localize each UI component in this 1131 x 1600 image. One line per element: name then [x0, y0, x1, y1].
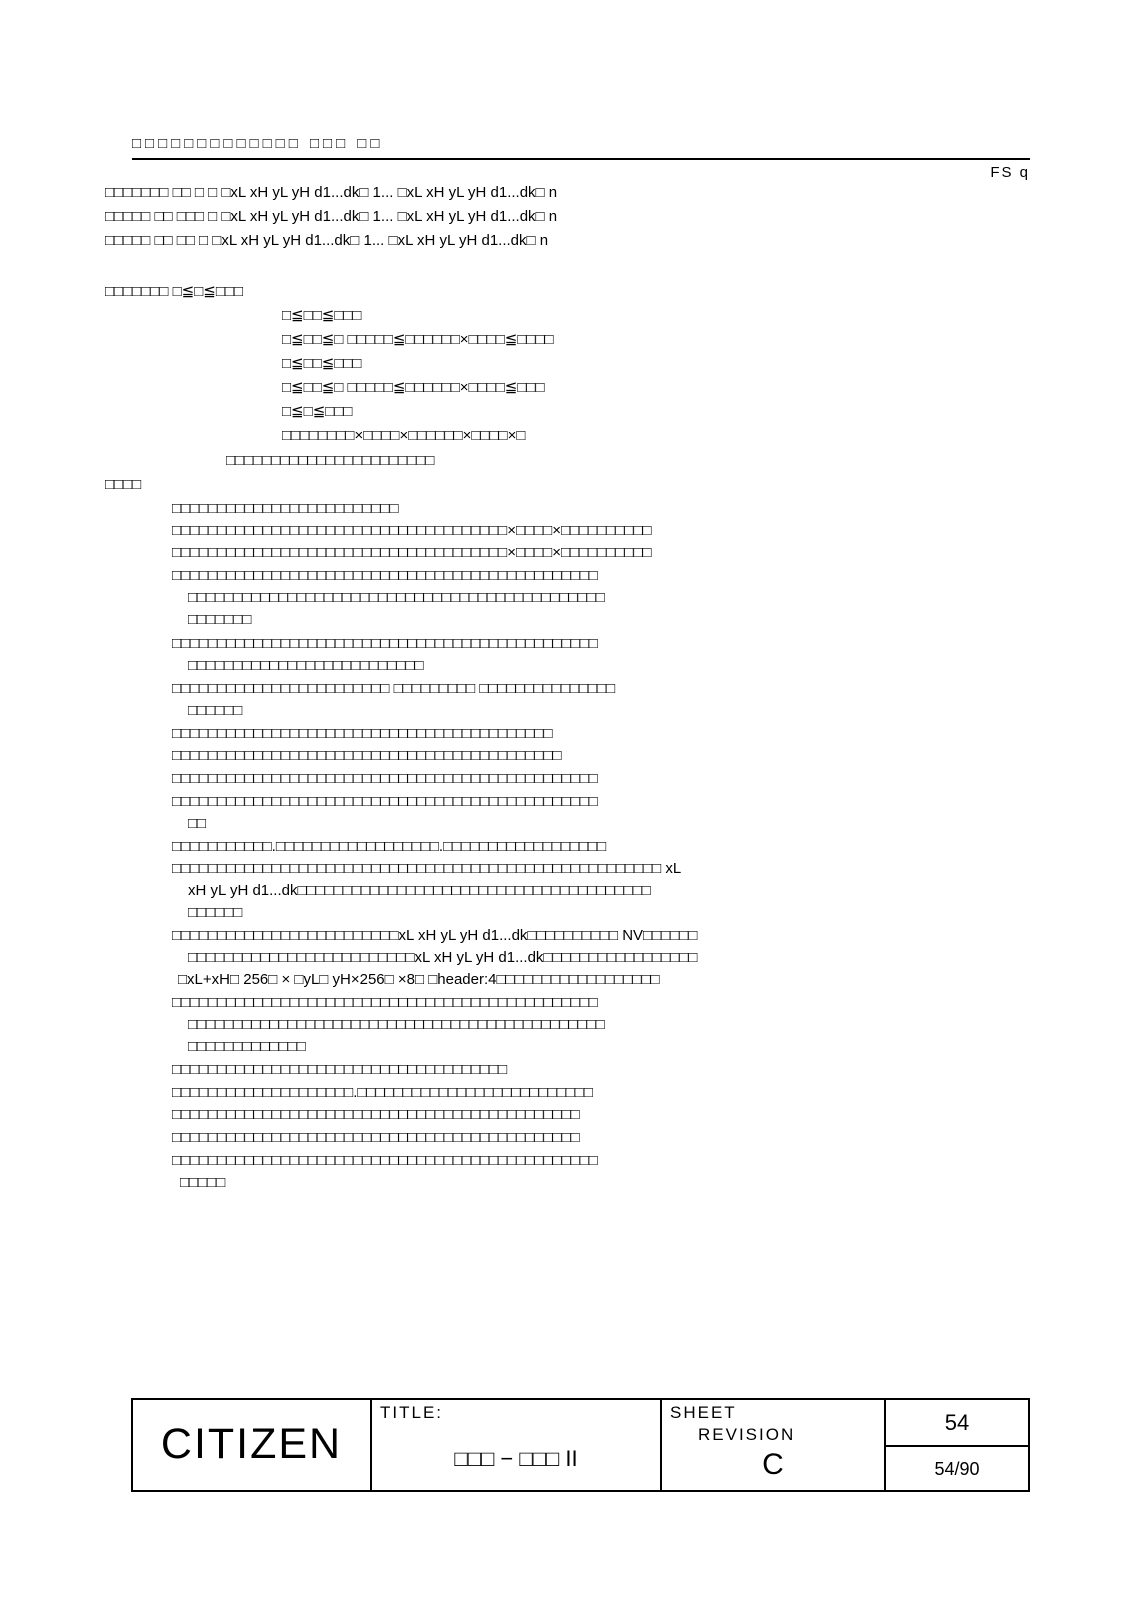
syntax-line: □□□□□□□ □□ □ □ □xL xH yL yH d1...dk□ 1... □xL xH yL yH d1...dk□ n	[105, 184, 558, 201]
description-line: □□□□□□□□□□□□□□□□□□□□□□□□□□□□□□□□□□□□□□□□□□□□□	[172, 1129, 580, 1146]
description-line: □□□□□□	[188, 702, 243, 719]
sheet-of-total: 54/90	[934, 1459, 980, 1479]
description-line: □□□□□□□□□□□□□□□□□□□□□□□□□□□□□□□□□□□□□×□□□□×□□□□□□□□□□	[172, 544, 652, 561]
range-line: □≦□≦□□□	[282, 403, 353, 420]
description-line: □□□□□□□□□□□□□□□□□□□□□□□□□□□□□□□□□□□□□□□□□□□	[172, 747, 562, 764]
range-line: □□□□□□□□×□□□□×□□□□□□×□□□□×□	[282, 427, 526, 444]
description-line: □□□□□□□□□□□□□□□□□□□□□□□□□□□□□□□□□□□□□□□□□□□□□□□	[172, 567, 598, 584]
description-line: □□□□□□□□□□□.□□□□□□□□□□□□□□□□□□.□□□□□□□□□□□□□□□□□□	[172, 838, 607, 855]
description-line: □□□□□□□□□□□□□□□□□□□□□□□□□□□□□□□□□□□□□□□□□□□□□□□	[172, 793, 598, 810]
command-tag: FS q	[990, 164, 1030, 181]
description-line: □□□□□□□□□□□□□□□□□□□□□□□□□	[172, 500, 399, 517]
description-line: xH yL yH d1...dk□□□□□□□□□□□□□□□□□□□□□□□□□□□□□□□□□□□□□□□	[188, 882, 651, 899]
description-line: □□□□□□□□□□□□□	[188, 1038, 306, 1055]
range-line: □□□□□□□□□□□□□□□□□□□□□□□	[226, 452, 435, 469]
description-line: □□□□□□□□□□□□□□□□□□□□□□□□□□□□□□□□□□□□□□□□□□□□□□□	[172, 770, 598, 787]
description-line: □□□□□□□□□□□□□□□□□□□□□□□□□xL xH yL yH d1...dk□□□□□□□□□□□□□□□□□	[188, 949, 698, 966]
description-line: □□□□□□□□□□□□□□□□□□□□.□□□□□□□□□□□□□□□□□□□□□□□□□□	[172, 1084, 593, 1101]
range-line: □≦□□≦□□□	[282, 355, 362, 372]
sheet-label: SHEET	[670, 1403, 737, 1422]
revision-label: REVISION	[698, 1425, 796, 1444]
range-line: □≦□□≦□ □□□□□≦□□□□□□×□□□□≦□□□□	[282, 331, 554, 348]
description-line: □□□□□□□□□□□□□□□□□□□□□□□□□□□□□□□□□□□□□□□□□□□□□□	[188, 1016, 605, 1033]
description-heading: □□□□	[105, 476, 142, 493]
document-title: □□□ − □□□ II	[454, 1446, 578, 1471]
description-line: □xL+xH□ 256□ × □yL□ yH×256□ ×8□ □header:4□□□□□□□□□□□□□□□□□□	[178, 971, 660, 988]
title-block	[131, 1398, 1030, 1492]
description-line: □□□□□□□□□□□□□□□□□□□□□□□□□□□□□□□□□□□□□×□□□□×□□□□□□□□□□	[172, 522, 652, 539]
description-line: □□□□□□□□□□□□□□□□□□□□□□□□□□□□□□□□□□□□□□□□□□□□□□□	[172, 1152, 598, 1169]
description-line: □□□□□□□□□□□□□□□□□□□□□□□□□□□□□□□□□□□□□	[172, 1061, 508, 1078]
description-line: □□□□□□□□□□□□□□□□□□□□□□□□□□□□□□□□□□□□□□□□□□□□□□	[188, 589, 605, 606]
description-line: □□□□□□□□□□□□□□□□□□□□□□□□ □□□□□□□□□ □□□□□□□□□□□□□□□	[172, 680, 616, 697]
sheet-number-cell	[886, 1400, 1028, 1490]
description-line: □□□□□	[180, 1174, 226, 1191]
syntax-line: □□□□□ □□ □□ □ □xL xH yL yH d1...dk□ 1... □xL xH yL yH d1...dk□ n	[105, 232, 549, 249]
title-label: TITLE:	[380, 1403, 444, 1422]
description-line: □□□□□□□□□□□□□□□□□□□□□□□□□□□□□□□□□□□□□□□□□□□□□□□	[172, 635, 598, 652]
sheet-number: 54	[886, 1400, 1028, 1447]
description-line: □□□□□□□□□□□□□□□□□□□□□□□□□□□□□□□□□□□□□□□□□□□□□□□□□□□□□□ xL	[172, 860, 682, 877]
range-line: □≦□□≦□ □□□□□≦□□□□□□×□□□□≦□□□	[282, 379, 545, 396]
sheet-revision-cell	[662, 1400, 886, 1490]
heading-rule	[132, 158, 1030, 160]
description-line: □□□□□□□□□□□□□□□□□□□□□□□□□□	[188, 657, 424, 674]
range-line: □□□□□□□ □≦□≦□□□	[105, 283, 244, 300]
description-line: □□□□□□□□□□□□□□□□□□□□□□□□□□□□□□□□□□□□□□□□□□	[172, 725, 553, 742]
description-line: □□□□□□□	[188, 611, 252, 628]
section-heading: □□□□□□□□□□□□□ □□□ □□	[132, 135, 384, 152]
description-line: □□□□□□□□□□□□□□□□□□□□□□□□□xL xH yL yH d1...dk□□□□□□□□□□ NV□□□□□□	[172, 927, 698, 944]
citizen-logo: CITIZEN	[160, 1420, 343, 1468]
description-line: □□	[188, 815, 207, 832]
description-line: □□□□□□□□□□□□□□□□□□□□□□□□□□□□□□□□□□□□□□□□□□□□□	[172, 1106, 580, 1123]
syntax-line: □□□□□ □□ □□□ □ □xL xH yL yH d1...dk□ 1... □xL xH yL yH d1...dk□ n	[105, 208, 558, 225]
range-line: □≦□□≦□□□	[282, 307, 362, 324]
description-line: □□□□□□	[188, 904, 243, 921]
company-logo-cell	[133, 1400, 372, 1490]
revision-value: C	[762, 1448, 784, 1481]
description-line: □□□□□□□□□□□□□□□□□□□□□□□□□□□□□□□□□□□□□□□□□□□□□□□	[172, 994, 598, 1011]
title-cell	[372, 1400, 662, 1490]
